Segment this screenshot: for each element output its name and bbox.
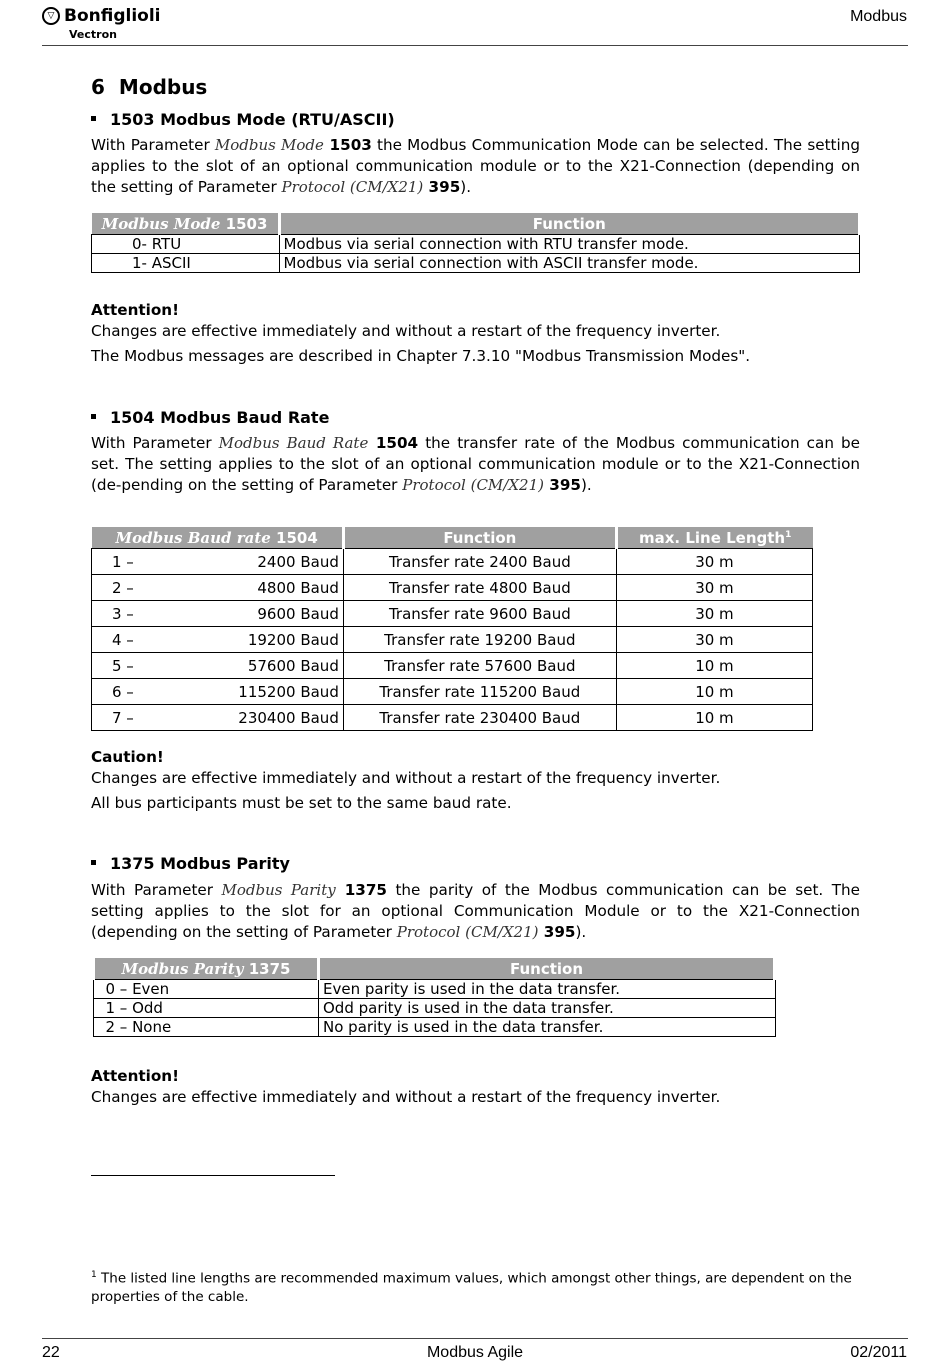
section-1504-text: With Parameter Modbus Baud Rate 1504 the transfer rate of the Modbus communication can be set. The setting applies to the slot of an optional communication module or to the X21-Connection (de-pending on the setting of Parameter Protocol (CM/X21) 395). [91, 434, 861, 494]
modbus-mode-table: Modbus Mode 1503 Function 0- RTU Modbus via serial connection with RTU transfer mode. 1- ASCII Modbus via serial connection with ASCII transfer mode. [91, 213, 861, 273]
section-1503-text: With Parameter Modbus Mode 1503 the Modbus Communication Mode can be selected. The setting applies to the slot of an optional communication module or to the X21-Connection (depending on the setting of Parameter Protocol (CM/X21) 395). [91, 136, 861, 196]
table-row: 2 – 4800 Baud Transfer rate 4800 Baud 30 m [92, 575, 813, 601]
section-heading-1503: 1503 Modbus Mode (RTU/ASCII) [91, 110, 395, 129]
attention-1375: Attention! Changes are effective immediately and without a restart of the frequency inverter. [91, 1067, 721, 1106]
footer-date: 02/2011 [850, 1344, 907, 1361]
table-row: 0 – Even Even parity is used in the data transfer. [93, 980, 775, 999]
footnote: $^1$ The listed line lengths are recommended maximum values, which amongst other things, are dependent on the properties of the cable. [91, 1270, 852, 1305]
logo-sub: Vectron [69, 28, 117, 41]
logo-icon: ▽ [42, 7, 60, 25]
table-row: 5 – 57600 Baud Transfer rate 57600 Baud 10 m [92, 653, 813, 679]
footnote-divider [91, 1175, 335, 1176]
table-row: 3 – 9600 Baud Transfer rate 9600 Baud 30 m [92, 601, 813, 627]
footer-divider [42, 1338, 908, 1339]
table-row: 2 – None No parity is used in the data transfer. [93, 1018, 775, 1037]
logo-brand: Bonfiglioli [64, 6, 161, 26]
section-1375-text: With Parameter Modbus Parity 1375 the parity of the Modbus communication can be set. The setting applies to the slot for an optional Communication Module or to the X21-Connection (depending on the setting of Parameter Protocol (CM/X21) 395). [91, 881, 861, 941]
attention-1503: Attention! Changes are effective immediately and without a restart of the frequency inverter. The Modbus messages are described in Chapter 7.3.10 "Modbus Transmission Modes". [91, 301, 751, 365]
table-row: 1- ASCII Modbus via serial connection with ASCII transfer mode. [92, 254, 860, 273]
table-row: 6 – 115200 Baud Transfer rate 115200 Baud 10 m [92, 679, 813, 705]
section-heading-1504: 1504 Modbus Baud Rate [91, 408, 329, 427]
parity-table: Modbus Parity 1375 Function 0 – Even Even parity is used in the data transfer. 1 – Odd Odd parity is used in the data transfer. 2 – None No parity is used in the data transfer. [91, 958, 777, 1037]
page-number: 22 [42, 1344, 60, 1361]
baud-rate-table: Modbus Baud rate 1504 Function max. Line Length$^1$ 1 – 2400 Baud Transfer rate 2400 Baud 30 m 2 – 4800 Baud Transfer rate 4800 Baud 30 m 3 – 9600 Baud Transfer rate 9600 Baud 30 m 4 – 19200 Baud Transfer rate 19200 Baud 30 m 5 – 57600 Baud Transfer rate 57600 Baud 10 m 6 – 115200 Baud Transfer rate 115200 Baud 10 m 7 – 230400 Baud Transfer rate 230400 Baud 10 m [91, 527, 813, 731]
section-heading-1375: 1375 Modbus Parity [91, 854, 290, 873]
footer-title: Modbus Agile [426, 1344, 524, 1361]
table-row: 1 – Odd Odd parity is used in the data transfer. [93, 999, 775, 1018]
header-section: Modbus [850, 8, 907, 25]
header-divider [42, 45, 908, 46]
table-row: 1 – 2400 Baud Transfer rate 2400 Baud 30 m [92, 549, 813, 575]
caution-1504: Caution! Changes are effective immediately and without a restart of the frequency inverter. All bus participants must be set to the same baud rate. [91, 748, 721, 812]
table-row: 7 – 230400 Baud Transfer rate 230400 Baud 10 m [92, 705, 813, 731]
chapter-title: 6 Modbus [91, 75, 208, 99]
table-row: 4 – 19200 Baud Transfer rate 19200 Baud 30 m [92, 627, 813, 653]
table-row: 0- RTU Modbus via serial connection with RTU transfer mode. [92, 235, 860, 254]
